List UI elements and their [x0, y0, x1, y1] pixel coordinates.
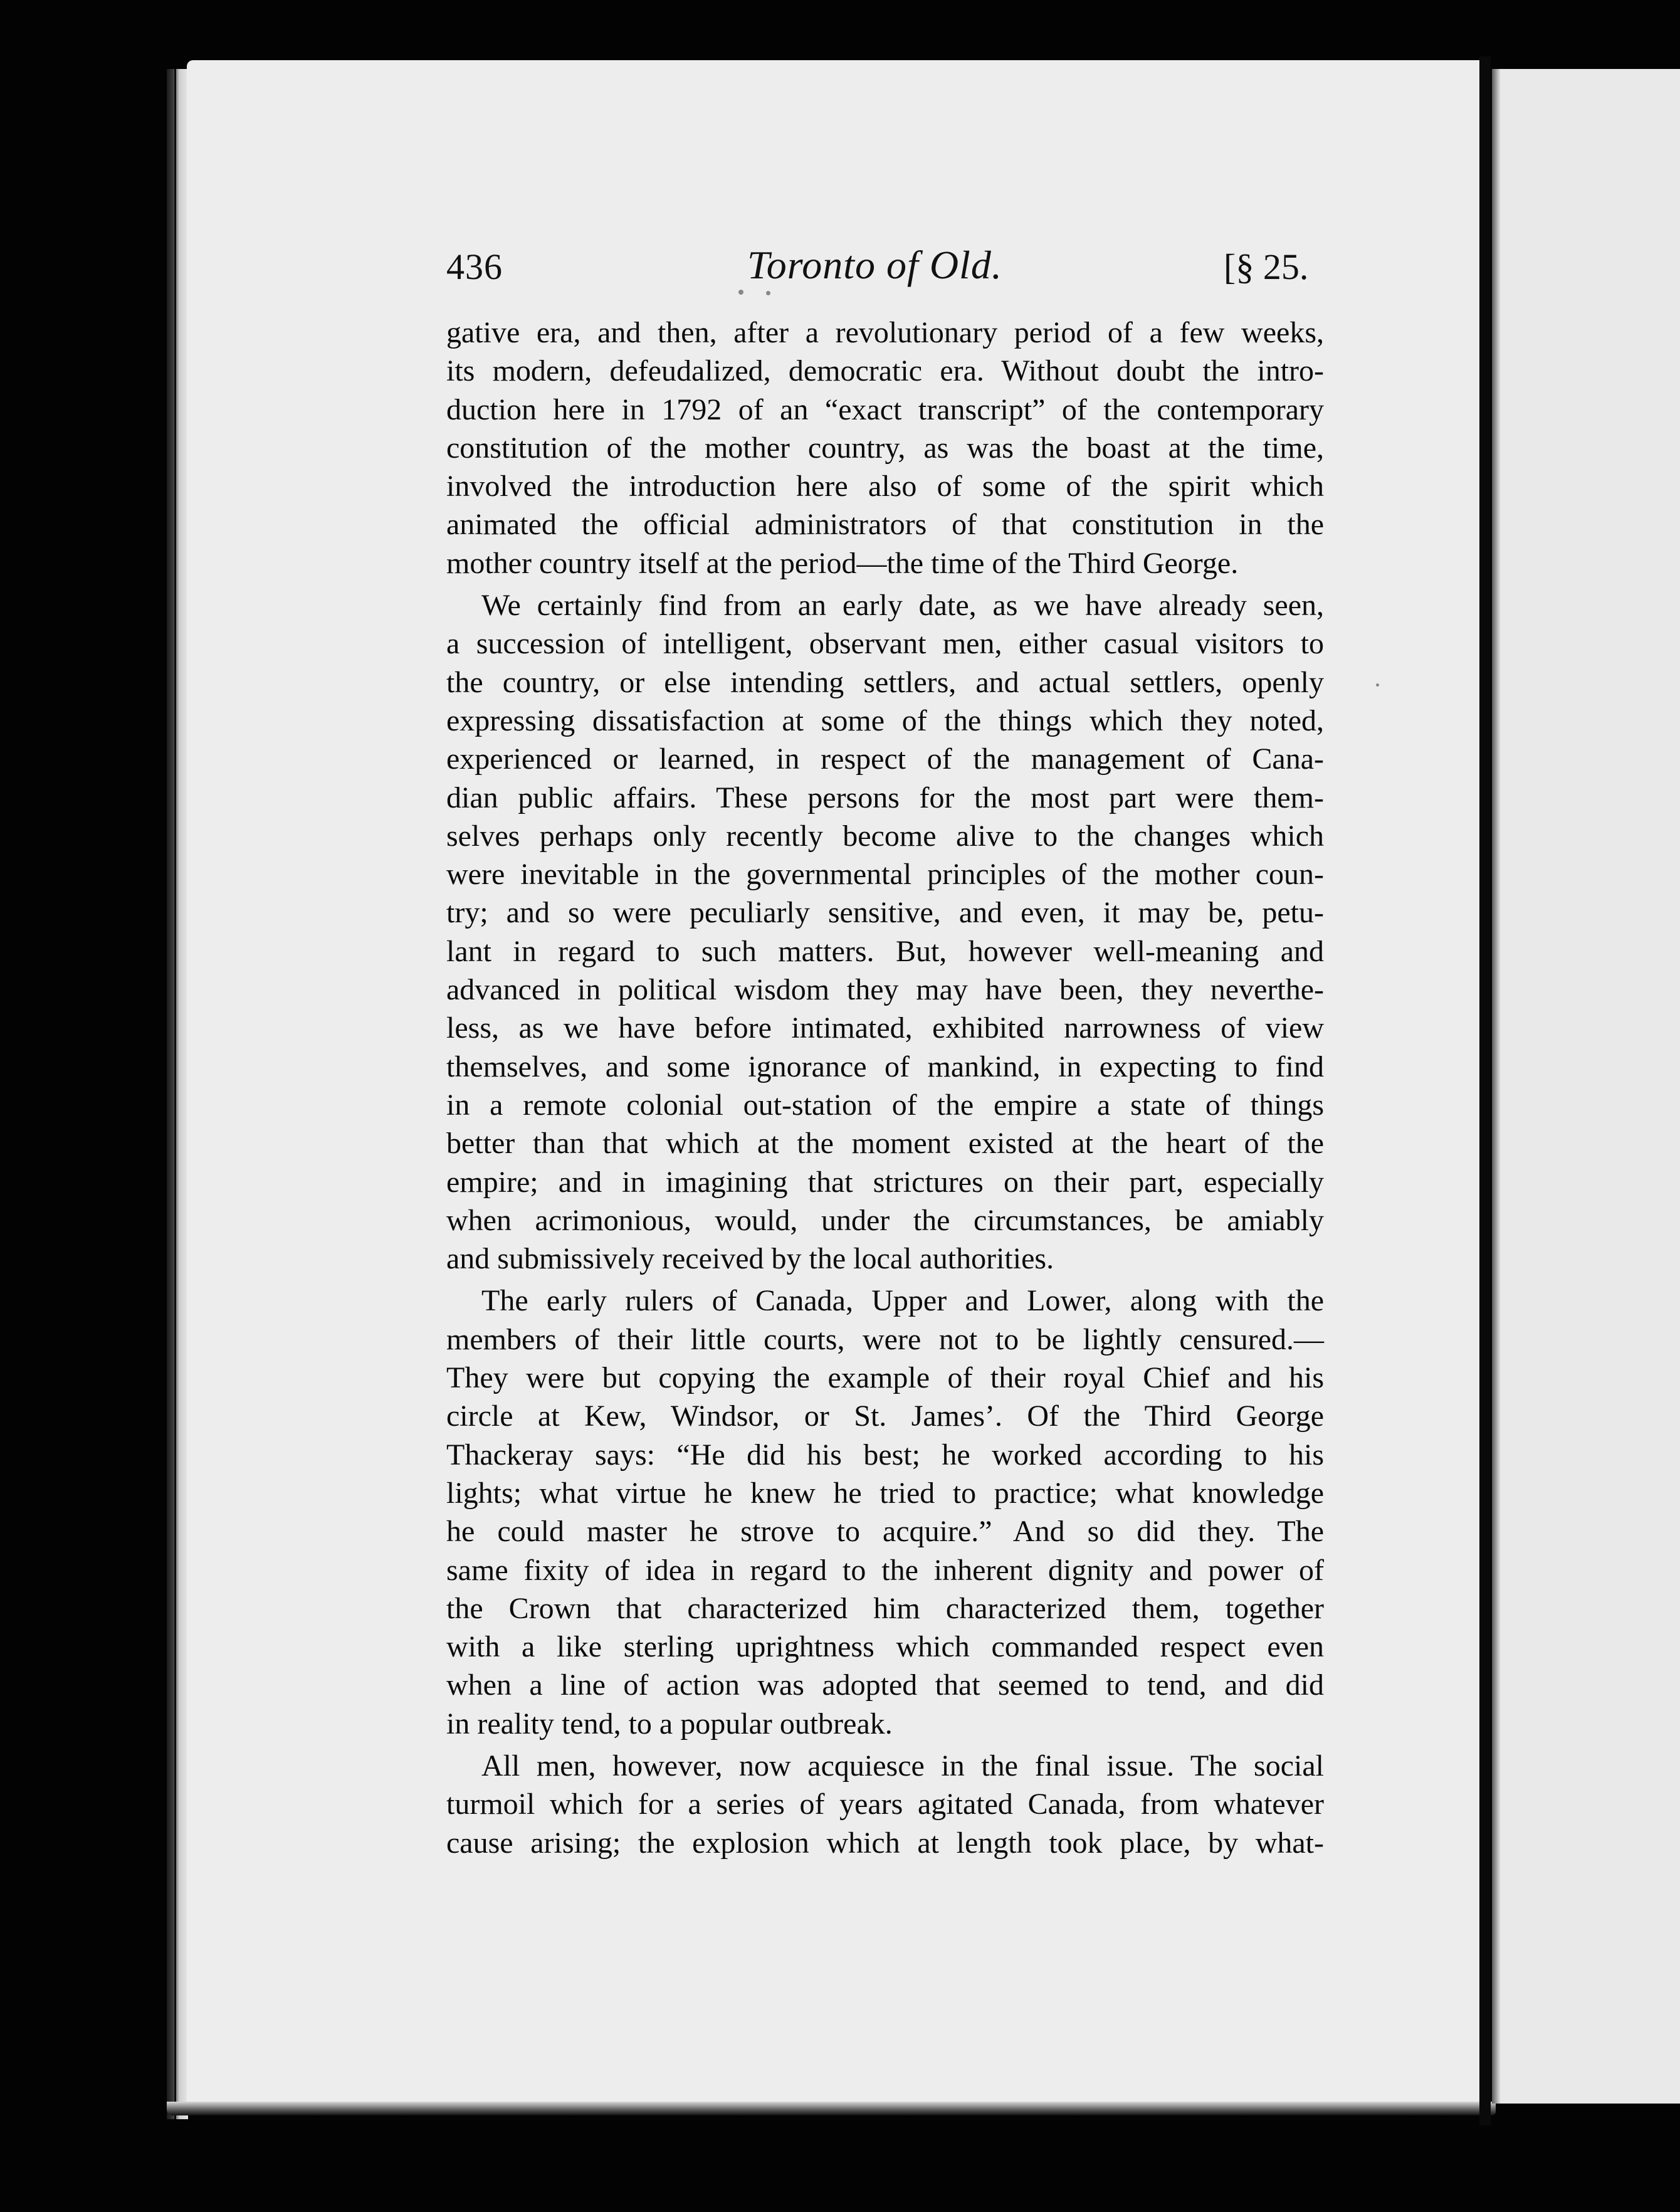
text-line: and submissively received by the local authorities. [446, 1242, 1054, 1276]
text-line: when acrimonious, would, under the circumstances, be amiably [446, 1203, 1324, 1237]
text-line: The early rulers of Canada, Upper and Lower, along with the [481, 1284, 1324, 1318]
text-line: mother country itself at the period—the time of the Third George. [446, 546, 1239, 580]
book-spine [1479, 56, 1491, 2125]
section-mark: [§ 25. [1224, 246, 1309, 287]
text-line: lights; what virtue he knew he tried to practice; what knowledge [446, 1476, 1324, 1510]
text-line: We certainly find from an early date, as we have already seen, [481, 589, 1324, 623]
text-line: duction here in 1792 of an “exact transcript” of the contemporary [446, 392, 1324, 426]
text-line: in a remote colonial out-station of the empire a state of things [446, 1088, 1324, 1122]
facing-page-edge [1492, 69, 1680, 2104]
text-line: the Crown that characterized him characterized them, together [446, 1591, 1324, 1625]
text-line: when a line of action was adopted that seemed to tend, and did [446, 1668, 1324, 1702]
text-line: selves perhaps only recently become alive to the changes which [446, 819, 1324, 853]
text-line: involved the introduction here also of some of the spirit which [446, 470, 1324, 503]
text-line: cause arising; the explosion which at length took place, by what- [446, 1826, 1324, 1860]
text-line: lant in regard to such matters. But, however well-meaning and [446, 934, 1324, 968]
text-line: he could master he strove to acquire.” And so did they. The [446, 1515, 1324, 1549]
text-line: They were but copying the example of their royal Chief and his [446, 1361, 1324, 1395]
text-line: a succession of intelligent, observant men, either casual visitors to [446, 627, 1324, 661]
text-line: Thackeray says: “He did his best; he worked according to his [446, 1438, 1324, 1472]
text-line: constitution of the mother country, as was the boast at the time, [446, 431, 1324, 465]
text-line: empire; and in imagining that strictures on their part, especially [446, 1165, 1324, 1199]
text-line: members of their little courts, were not to be lightly censured.— [446, 1322, 1324, 1356]
text-line: animated the official administrators of that constitution in the [446, 508, 1324, 542]
text-line: better than that which at the moment existed at the heart of the [446, 1127, 1324, 1161]
running-head [446, 240, 1324, 302]
page-gutter-edge [167, 69, 188, 2119]
paragraph [446, 1747, 1324, 1862]
text-line: experienced or learned, in respect of the management of Cana- [446, 742, 1324, 776]
text-line: its modern, defeudalized, democratic era. Without doubt the intro- [446, 354, 1324, 388]
text-line: gative era, and then, after a revolutionary period of a few weeks, [446, 316, 1324, 349]
paragraph [446, 313, 1324, 582]
text-line: were inevitable in the governmental principles of the mother coun- [446, 858, 1324, 892]
text-line: expressing dissatisfaction at some of the things which they noted, [446, 703, 1324, 737]
text-line: turmoil which for a series of years agitated Canada, from whatever [446, 1788, 1324, 1821]
text-line: in reality tend, to a popular outbreak. [446, 1707, 893, 1741]
scan-speck [1376, 683, 1379, 687]
page-title: Toronto of Old. [747, 243, 1002, 287]
text-line: dian public affairs. These persons for the most part were them- [446, 781, 1324, 814]
page-bottom-edge [167, 2102, 1496, 2115]
paragraph [446, 586, 1324, 1278]
text-line: themselves, and some ignorance of mankind, in expecting to find [446, 1050, 1324, 1083]
text-line: same fixity of idea in regard to the inherent dignity and power of [446, 1553, 1324, 1587]
paragraph [446, 1282, 1324, 1743]
text-line: less, as we have before intimated, exhibited narrowness of view [446, 1011, 1324, 1045]
page-number: 436 [446, 246, 503, 287]
text-line: advanced in political wisdom they may have been, they neverthe- [446, 973, 1324, 1007]
text-line: with a like sterling uprightness which commanded respect even [446, 1630, 1324, 1664]
text-line: the country, or else intending settlers, and actual settlers, openly [446, 665, 1324, 699]
body-text [446, 313, 1324, 1862]
text-line: circle at Kew, Windsor, or St. James’. Of the Third George [446, 1399, 1324, 1433]
text-line: try; and so were peculiarly sensitive, and even, it may be, petu- [446, 896, 1324, 930]
text-line: All men, however, now acquiesce in the final issue. The social [481, 1749, 1324, 1783]
